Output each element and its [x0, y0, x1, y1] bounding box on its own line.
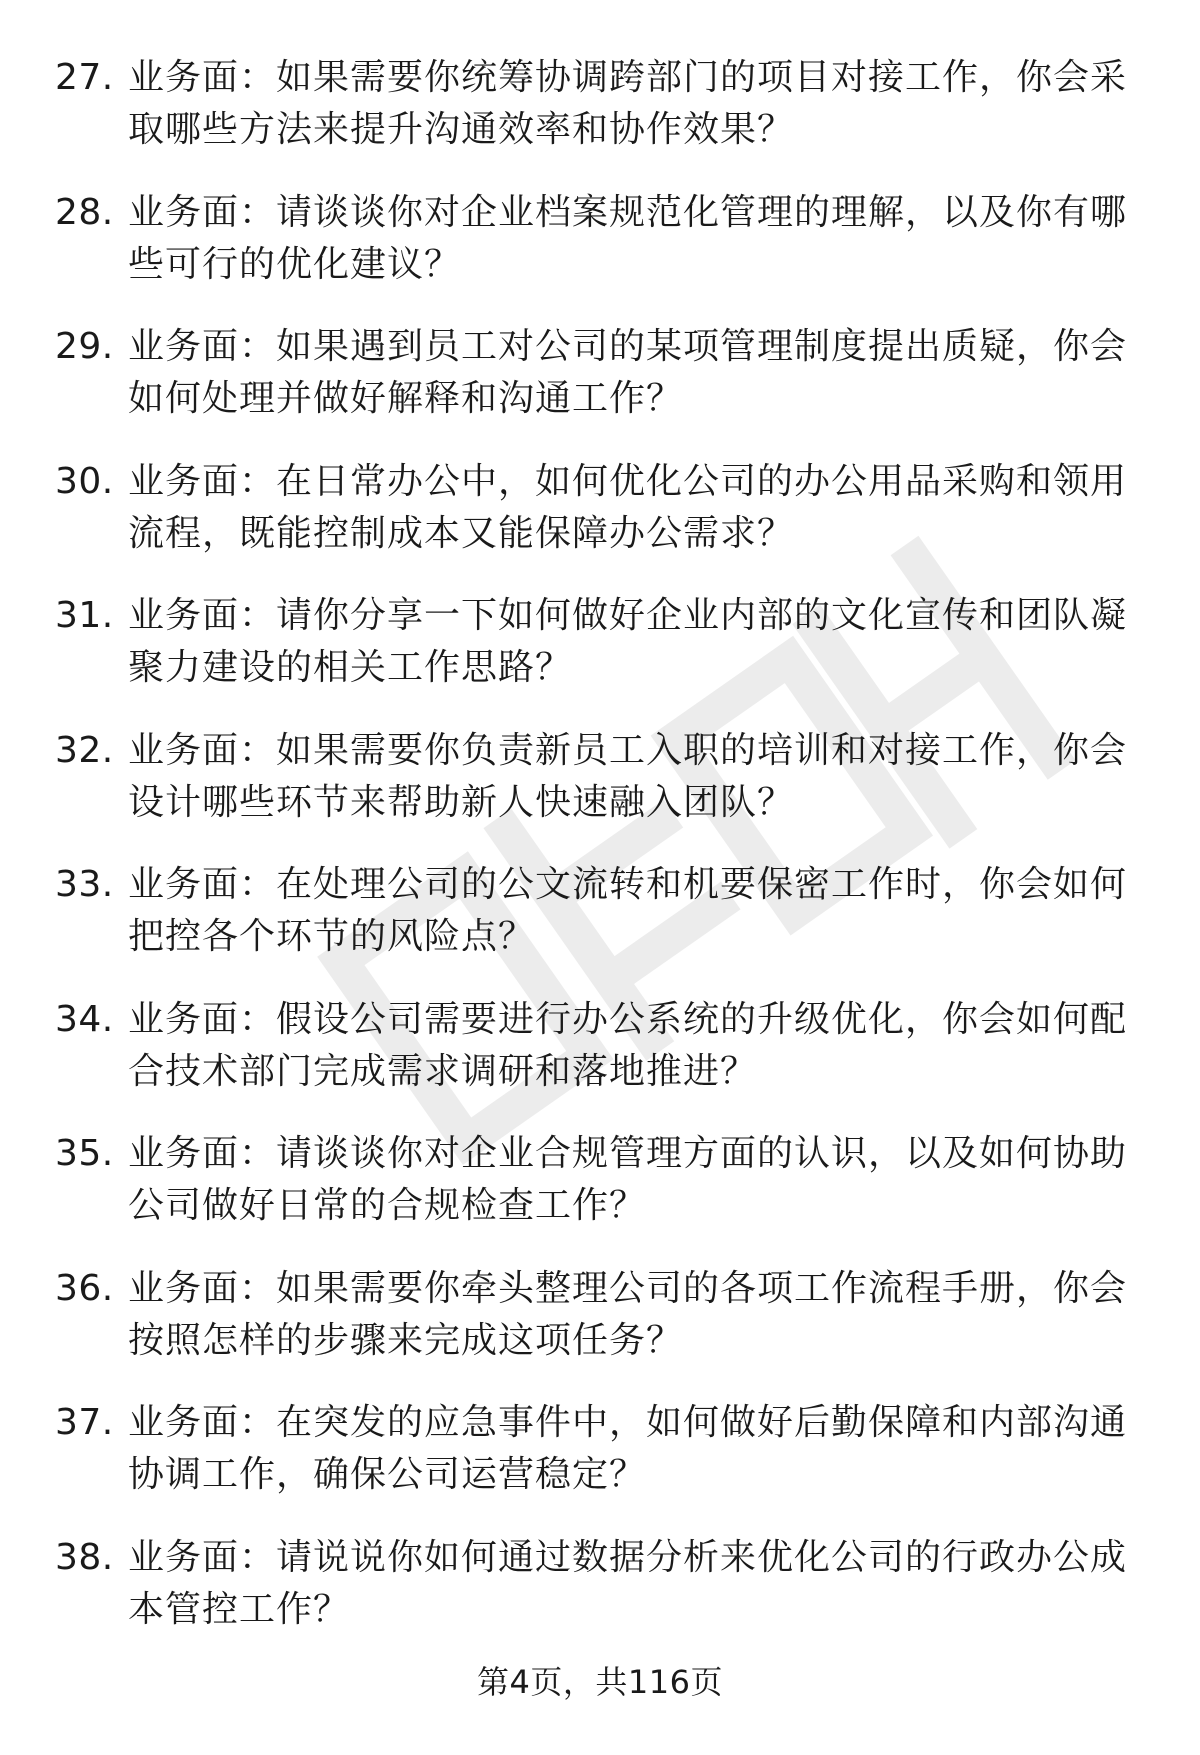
question-category-tag: 业务面： — [128, 191, 277, 233]
question-item — [0, 456, 1200, 591]
question-category-tag: 业务面： — [128, 1402, 277, 1443]
question-number: 29. — [55, 326, 114, 367]
question-category-tag: 业务面： — [128, 595, 277, 636]
question-item — [0, 187, 1200, 322]
question-text — [128, 1128, 1143, 1232]
question-content: 在日常办公中，如何优化公司的办公用品采购和领用流程，既能控制成本又能保障办公需求？ — [128, 460, 1128, 554]
page-number-footer: 第4页，共116页 — [477, 1663, 723, 1701]
question-number: 33. — [55, 864, 114, 905]
question-number: 34. — [55, 998, 114, 1040]
question-text — [128, 1263, 1143, 1367]
question-content: 请谈谈你对企业档案规范化管理的理解，以及你有哪些可行的优化建议？ — [128, 191, 1128, 285]
question-content: 在处理公司的公文流转和机要保密工作时，你会如何把控各个环节的风险点？ — [128, 864, 1128, 957]
question-item — [0, 994, 1200, 1129]
question-content: 请说说你如何通过数据分析来优化公司的行政办公成本管控工作？ — [128, 1536, 1128, 1630]
question-number: 38. — [55, 1536, 114, 1578]
question-category-tag: 业务面： — [128, 1536, 277, 1578]
question-category-tag: 业务面： — [128, 729, 277, 771]
question-number: 28. — [55, 191, 114, 233]
question-category-tag: 业务面： — [128, 864, 277, 905]
question-content: 请你分享一下如何做好企业内部的文化宣传和团队凝聚力建设的相关工作思路？ — [128, 595, 1128, 688]
question-number: 32. — [55, 729, 114, 771]
question-category-tag: 业务面： — [128, 1133, 277, 1174]
question-number: 36. — [55, 1267, 114, 1309]
question-category-tag: 业务面： — [128, 460, 277, 502]
question-item — [0, 725, 1200, 860]
question-text — [128, 52, 1143, 156]
question-text — [128, 590, 1143, 694]
question-category-tag: 业务面： — [128, 326, 277, 367]
question-item — [0, 1263, 1200, 1398]
question-number: 35. — [55, 1133, 114, 1174]
question-number: 31. — [55, 595, 114, 636]
question-content: 如果需要你负责新员工入职的培训和对接工作，你会设计哪些环节来帮助新人快速融入团队？ — [128, 729, 1128, 823]
question-list — [0, 52, 1200, 1666]
question-item — [0, 859, 1200, 994]
question-text — [128, 725, 1143, 829]
question-item — [0, 1532, 1200, 1667]
question-content: 假设公司需要进行办公系统的升级优化，你会如何配合技术部门完成需求调研和落地推进？ — [128, 998, 1128, 1092]
question-content: 如果需要你牵头整理公司的各项工作流程手册，你会按照怎样的步骤来完成这项任务？ — [128, 1267, 1128, 1361]
question-text — [128, 1397, 1143, 1501]
question-content: 请谈谈你对企业合规管理方面的认识，以及如何协助公司做好日常的合规检查工作？ — [128, 1133, 1128, 1226]
question-text — [128, 456, 1143, 560]
question-item — [0, 52, 1200, 187]
question-content: 如果遇到员工对公司的某项管理制度提出质疑，你会如何处理并做好解释和沟通工作？ — [128, 326, 1128, 419]
question-number: 27. — [55, 57, 114, 98]
question-content: 如果需要你统筹协调跨部门的项目对接工作，你会采取哪些方法来提升沟通效率和协作效果？ — [128, 57, 1128, 150]
question-text — [128, 321, 1143, 425]
question-item — [0, 1397, 1200, 1532]
question-category-tag: 业务面： — [128, 57, 277, 98]
question-content: 在突发的应急事件中，如何做好后勤保障和内部沟通协调工作，确保公司运营稳定？ — [128, 1402, 1128, 1495]
question-text — [128, 859, 1143, 963]
question-item — [0, 321, 1200, 456]
question-category-tag: 业务面： — [128, 1267, 277, 1309]
question-item — [0, 590, 1200, 725]
question-text — [128, 187, 1143, 291]
question-category-tag: 业务面： — [128, 998, 277, 1040]
question-number: 30. — [55, 460, 114, 502]
question-text — [128, 994, 1143, 1098]
question-number: 37. — [55, 1402, 114, 1443]
question-item — [0, 1128, 1200, 1263]
question-text — [128, 1532, 1143, 1636]
